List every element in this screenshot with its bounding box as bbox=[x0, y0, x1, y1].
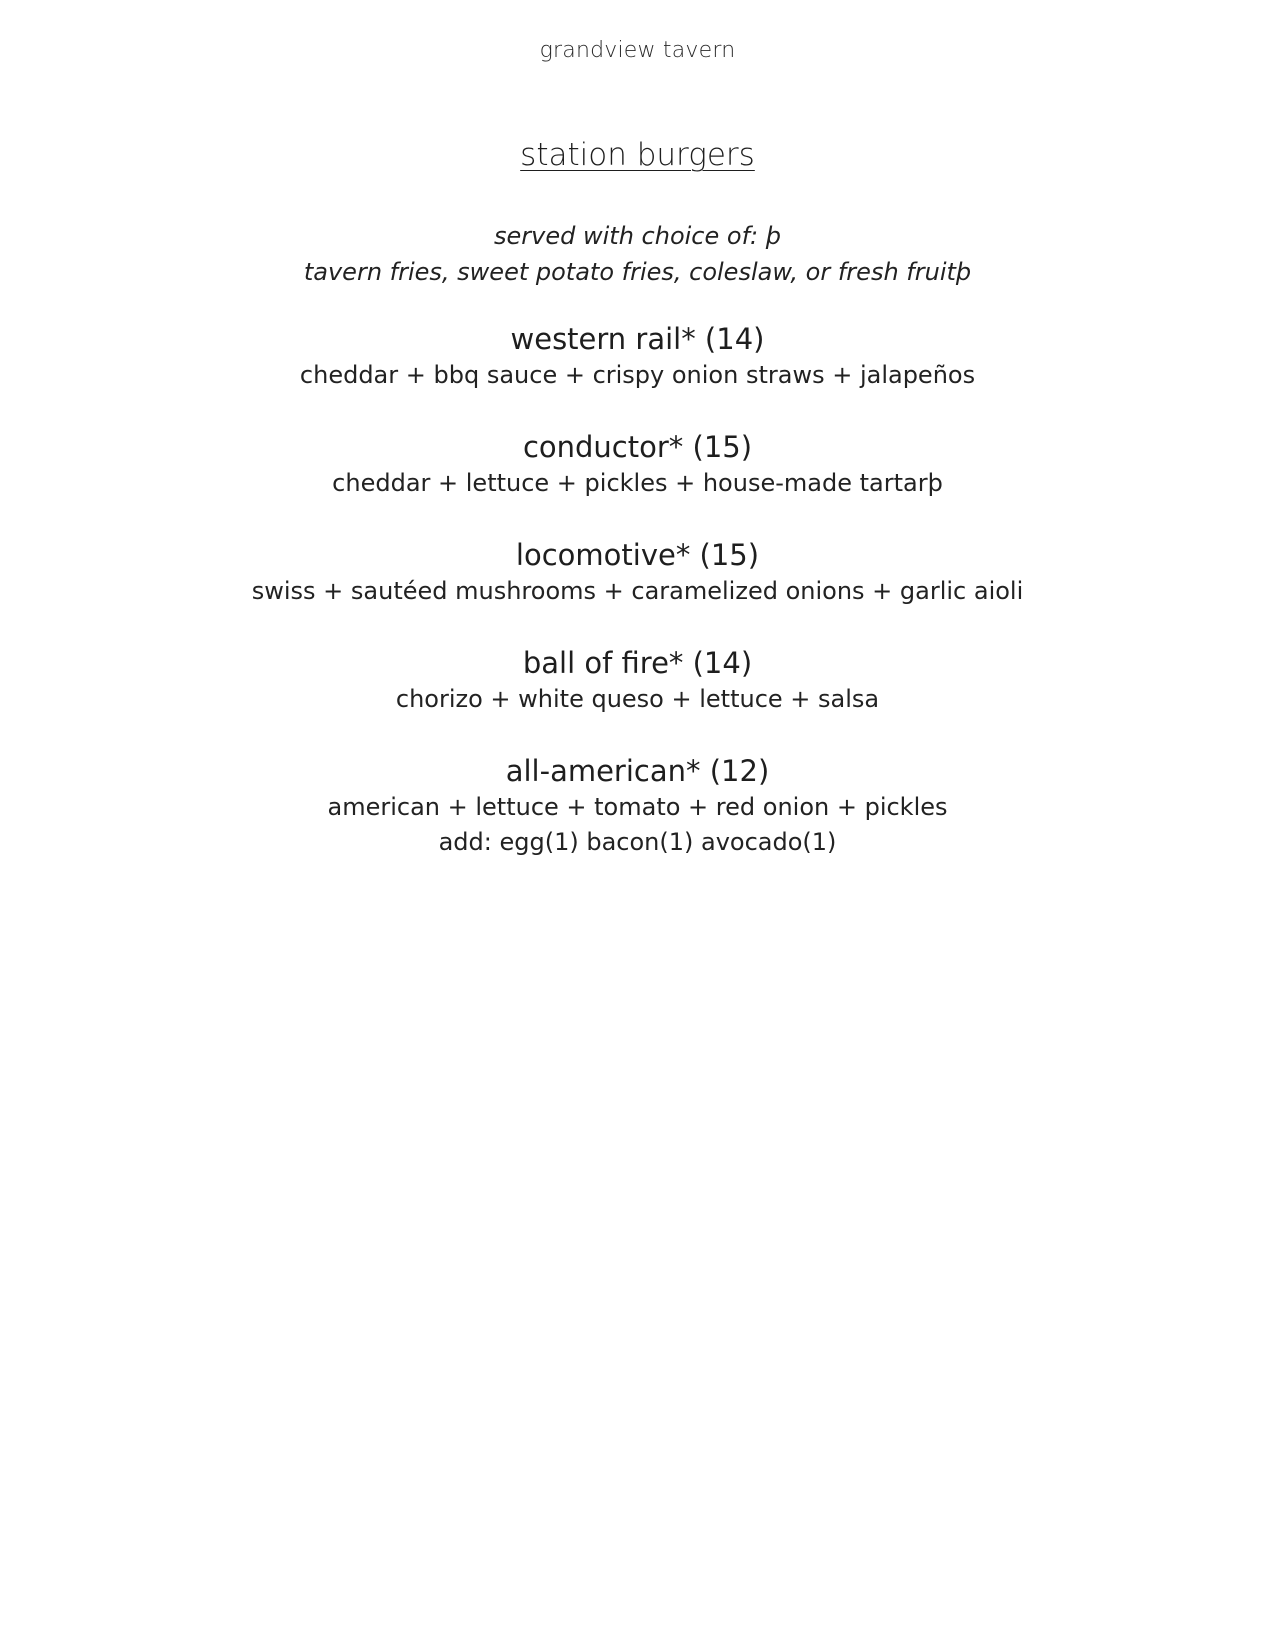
menu-item bbox=[0, 320, 1275, 428]
menu-item-list bbox=[0, 320, 1275, 860]
menu-item bbox=[0, 428, 1275, 536]
section-title bbox=[0, 137, 1275, 173]
menu-item-description: chorizo + white queso + lettuce + salsa bbox=[395, 685, 880, 713]
sides-note bbox=[0, 218, 1275, 290]
menu-item-title: locomotive* (15) bbox=[515, 538, 760, 572]
sides-note-line-2: tavern fries, sweet potato fries, coleslaw, or fresh fruitþ bbox=[303, 258, 972, 286]
section-title-text: station burgers bbox=[520, 137, 755, 173]
restaurant-name: grandview tavern bbox=[539, 38, 736, 63]
menu-item-description: swiss + sautéed mushrooms + caramelized onions + garlic aioli bbox=[251, 577, 1024, 605]
menu-item bbox=[0, 536, 1275, 644]
sides-note-line-1: served with choice of: þ bbox=[494, 222, 781, 250]
menu-item-description: cheddar + lettuce + pickles + house-made tartarþ bbox=[332, 469, 943, 497]
menu-item bbox=[0, 644, 1275, 752]
menu-item-add-ons: add: egg(1) bacon(1) avocado(1) bbox=[438, 828, 837, 856]
menu-item-title: all-american* (12) bbox=[505, 754, 770, 788]
menu-item-title: conductor* (15) bbox=[522, 430, 753, 464]
menu-item-description: cheddar + bbq sauce + crispy onion straws + jalapeños bbox=[299, 361, 976, 389]
menu-item-title: western rail* (14) bbox=[510, 322, 765, 356]
menu-item bbox=[0, 752, 1275, 860]
menu-item-description: american + lettuce + tomato + red onion + pickles bbox=[327, 793, 948, 821]
menu-item-title: ball of fire* (14) bbox=[522, 646, 753, 680]
